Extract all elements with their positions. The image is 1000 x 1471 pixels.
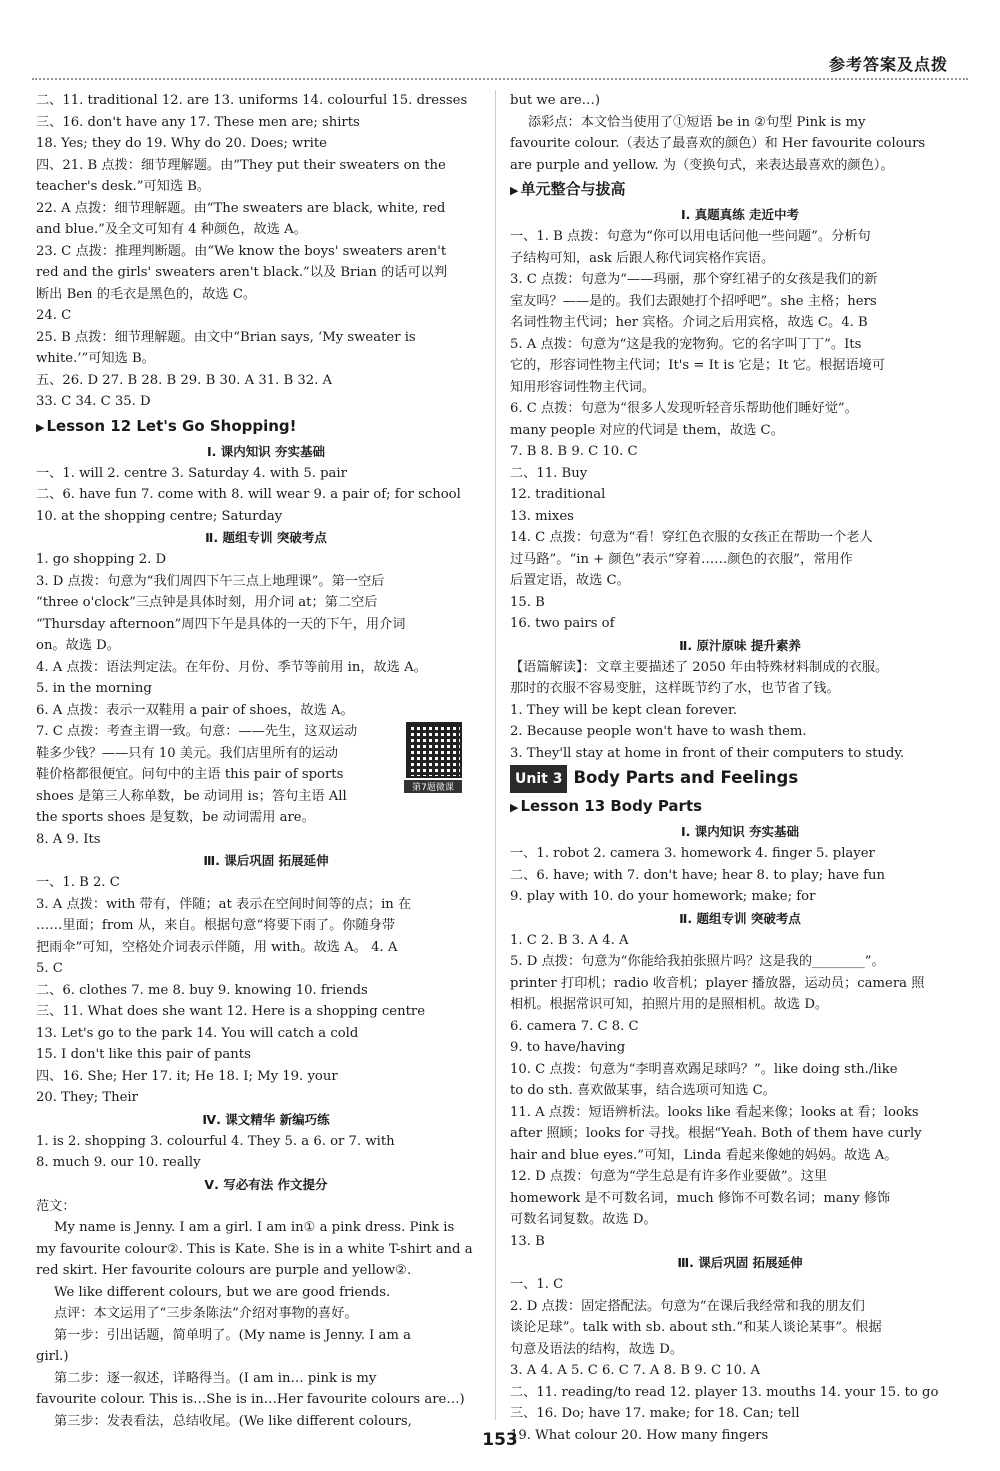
section-heading-text: Ⅰ. 真题真练 走近中考 <box>680 207 800 222</box>
section-heading-text: Ⅱ. 题组专训 突破考点 <box>679 910 801 926</box>
left-answer-line: teacher's desk.”可知选 B。 <box>36 179 211 194</box>
left-answer-line: 15. I don't like this pair of pants <box>36 1047 251 1062</box>
right-answer-line: 13. B <box>510 1233 545 1249</box>
section-heading <box>510 821 970 843</box>
right-answer-line: 一、1. B 点拨：句意为“你可以用电话问他一些问题”。分析句 <box>510 229 871 244</box>
right-answer-line: 13. mixes <box>510 508 574 524</box>
left-answer-line: 3. A 点拨：with 带有，伴随；at 表示在空间时间等的点；in 在 <box>36 896 412 912</box>
left-answer-line: 24. C <box>36 308 72 323</box>
right-answer-line: but we are…) <box>510 93 601 108</box>
section-heading-text: Ⅴ. 写必有法 作文提分 <box>204 1176 328 1192</box>
right-answer-line: 二、6. have; with 7. don't have; hear 8. to play; have fun <box>510 867 886 883</box>
right-answer-line: 12. D 点拨：句意为“学生总是有许多作业要做”。这里 <box>510 1169 828 1184</box>
left-answer-line: red and the girls' sweaters aren't black.”以及 Brian 的话可以判 <box>36 265 448 280</box>
right-answer-line: 3. A 4. A 5. C 6. C 7. A 8. B 9. C 10. A <box>510 1363 760 1378</box>
left-answer-line: 第三步：发表看法，总结收尾。(We like different colours, <box>54 1413 412 1429</box>
left-answer-line: “Thursday afternoon”周四下午是具体的一天的下午，用介词 <box>36 616 406 632</box>
lesson-heading-text: Lesson 13 Body Parts <box>520 797 703 815</box>
section-heading-text: Ⅲ. 课后巩固 拓展延伸 <box>677 1255 803 1270</box>
unit-heading-text: Body Parts and Feelings <box>573 768 799 787</box>
left-answer-line: 7. C 点拨：考查主谓一致。句意：——先生，这双运动 <box>36 724 358 739</box>
left-answer-line: My name is Jenny. I am a girl. I am in① a pink dress. Pink is <box>54 1220 455 1235</box>
left-answer-line: “three o'clock”三点钟是具体时刻，用介词 at；第二空后 <box>36 595 378 610</box>
right-answer-line: 3. They'll stay at home in front of their computers to study. <box>510 745 905 761</box>
right-answer-line: 7. B 8. B 9. C 10. C <box>510 444 638 459</box>
right-answer-line: 9. play with 10. do your homework; make; for <box>510 889 816 904</box>
right-answer-line: 【语篇解读】：文章主要描述了 2050 年由特殊材料制成的衣服。 <box>510 659 889 675</box>
qr-code-image[interactable] <box>406 722 462 778</box>
right-column <box>510 90 970 1446</box>
unit-badge: Unit 3 <box>510 765 567 793</box>
left-answer-line: 一、1. B 2. C <box>36 875 120 890</box>
right-answer-line: after 照顾；looks for 寻找。根据“Yeah. Both of them have curly <box>510 1126 922 1141</box>
left-answer-line: 二、11. traditional 12. are 13. uniforms 14. colourful 15. dresses <box>36 93 468 108</box>
right-answer-line: 二、11. Buy <box>510 465 588 481</box>
left-answer-line: 8. A 9. Its <box>36 831 101 847</box>
section-heading <box>510 635 970 657</box>
left-answer-line: 一、1. will 2. centre 3. Saturday 4. with 5. pair <box>36 465 347 481</box>
left-answer-line: 五、26. D 27. B 28. B 29. B 30. A 31. B 32. A <box>36 372 333 388</box>
right-answer-line: 相机。根据常识可知，拍照片用的是照相机。故选 D。 <box>510 997 829 1012</box>
left-answer-line: 断出 Ben 的毛衣是黑色的，故选 C。 <box>36 286 257 302</box>
left-answer-line: ……里面；from 从，来自。根据句意“将要下雨了。你随身带 <box>36 918 396 933</box>
right-answer-line: many people 对应的代词是 them，故选 C。 <box>510 422 784 438</box>
right-answer-line: 3. C 点拨：句意为“——玛丽，那个穿红裙子的女孩是我们的新 <box>510 272 878 287</box>
right-answer-line: 2. Because people won't have to wash them. <box>510 724 807 739</box>
right-answer-line: homework 是不可数名词，much 修饰不可数名词；many 修饰 <box>510 1190 891 1206</box>
left-answer-line: red skirt. Her favourite colours are purple and yellow②. <box>36 1263 412 1278</box>
right-answer-line: to do sth. 喜欢做某事，结合选项可知选 C。 <box>510 1083 776 1098</box>
left-answer-line: 范文： <box>36 1198 76 1214</box>
section-heading-text: Ⅱ. 原汁原味 提升素养 <box>679 637 801 653</box>
right-answer-line: 它的，形容词性物主代词；It's = It is 它是；It 它。根据语境可 <box>510 358 886 373</box>
section-heading <box>510 204 970 226</box>
right-answer-line: 2. D 点拨：固定搭配法。句意为“在课后我经常和我的朋友们 <box>510 1298 865 1314</box>
section-heading-text: Ⅲ. 课后巩固 拓展延伸 <box>203 853 329 868</box>
left-answer-line: my favourite colour②. This is Kate. She is in a white T-shirt and a <box>36 1241 473 1257</box>
left-answer-line: 13. Let's go to the park 14. You will catch a cold <box>36 1025 359 1041</box>
right-answer-line: 5. D 点拨：句意为“你能给我拍张照片吗？这是我的________”。 <box>510 954 885 969</box>
section-heading <box>36 1174 496 1196</box>
left-answer-line: the sports shoes 是复数，be 动词需用 are。 <box>36 810 315 825</box>
lesson-heading-text: 单元整合与拔高 <box>520 180 626 198</box>
left-answer-line: 5. in the morning <box>36 681 152 696</box>
right-answer-line: 谈论足球”。talk with sb. about sth.“和某人谈论某事”。根据 <box>510 1320 882 1335</box>
left-answer-line: on。故选 D。 <box>36 638 120 653</box>
left-answer-line: white.’”可知选 B。 <box>36 351 155 366</box>
right-answer-line: 室友吗？——是的。我们去跟她打个招呼吧”。she 主格；hers <box>510 293 877 309</box>
left-answer-line: 1. is 2. shopping 3. colourful 4. They 5. a 6. or 7. with <box>36 1133 395 1149</box>
qr-caption: 第7题微课 <box>404 780 462 793</box>
header-divider <box>32 78 968 80</box>
left-answer-line: favourite colour. This is…She is in…Her favourite colours are…) <box>36 1392 465 1407</box>
right-answer-line: 10. C 点拨：句意为“李明喜欢踢足球吗？”。like doing sth./like <box>510 1061 898 1077</box>
right-answer-line: 14. C 点拨：句意为“看！穿红色衣服的女孩正在帮助一个老人 <box>510 530 873 545</box>
right-answer-line: 名词性物主代词；her 宾格。介词之后用宾格，故选 C。4. B <box>510 315 868 330</box>
triangle-bullet-icon: ▶ <box>36 420 45 434</box>
right-answer-line: 1. C 2. B 3. A 4. A <box>510 932 629 948</box>
left-answer-line: 18. Yes; they do 19. Why do 20. Does; write <box>36 136 327 151</box>
right-answer-line: 那时的衣服不容易变脏，这样既节约了水，也节省了钱。 <box>510 681 840 696</box>
section-heading <box>36 527 496 549</box>
right-answer-line: 句意及语法的结构，故选 D。 <box>510 1341 684 1357</box>
section-heading-text: Ⅱ. 题组专训 突破考点 <box>205 530 327 545</box>
left-answer-line: 4. A 点拨：语法判定法。在年份、月份、季节等前用 in，故选 A。 <box>36 659 427 675</box>
left-answer-line: 三、11. What does she want 12. Here is a shopping centre <box>36 1004 425 1019</box>
right-answer-line: favourite colour.（表达了最喜欢的颜色）和 Her favourite colours <box>510 136 926 151</box>
right-answer-line: 可数名词复数。故选 D。 <box>510 1212 657 1227</box>
lesson-heading <box>510 176 970 204</box>
section-heading <box>510 1252 970 1274</box>
right-answer-line: are purple and yellow. 为（变换句式，来表达最喜欢的颜色）。 <box>510 157 894 173</box>
section-heading-text: Ⅳ. 课文精华 新编巧练 <box>202 1111 330 1127</box>
section-heading <box>510 908 970 930</box>
section-heading-text: Ⅰ. 课内知识 夯实基础 <box>206 443 326 459</box>
right-answer-line: 11. A 点拨：短语辨析法。looks like 看起来像；looks at 看；looks <box>510 1104 919 1120</box>
left-answer-line: 鞋多少钱？——只有 10 美元。我们店里所有的运动 <box>36 745 339 761</box>
page-number: 153 <box>482 1430 518 1450</box>
section-heading <box>36 850 496 872</box>
lesson-heading <box>510 793 970 821</box>
left-answer-line: shoes 是第三人称单数，be 动词用 is；答句主语 All <box>36 788 347 804</box>
triangle-bullet-icon: ▶ <box>510 184 519 197</box>
left-answer-line: 20. They; Their <box>36 1090 138 1105</box>
section-heading <box>36 441 496 463</box>
triangle-bullet-icon: ▶ <box>510 801 519 814</box>
section-heading-text: Ⅰ. 课内知识 夯实基础 <box>680 824 800 839</box>
right-answer-line: 16. two pairs of <box>510 616 615 631</box>
left-answer-line: 1. go shopping 2. D <box>36 552 167 567</box>
right-answer-line: 一、1. C <box>510 1277 564 1292</box>
left-answer-line: 6. A 点拨：表示一双鞋用 a pair of shoes，故选 A。 <box>36 702 354 718</box>
right-answer-line: 二、11. reading/to read 12. player 13. mouths 14. your 15. to go <box>510 1384 939 1400</box>
left-answer-line: 鞋价格都很便宜。问句中的主语 this pair of sports <box>36 767 344 782</box>
left-answer-line: 四、21. B 点拨：细节理解题。由“They put their sweaters on the <box>36 157 446 173</box>
right-answer-line: 6. camera 7. C 8. C <box>510 1018 639 1034</box>
left-answer-line: 5. C <box>36 961 63 976</box>
section-heading <box>36 1109 496 1131</box>
right-answer-line: hair and blue eyes.”可知，Linda 看起来像她的妈妈。故选 A。 <box>510 1147 898 1163</box>
left-answer-line: 二、6. have fun 7. come with 8. will wear 9. a pair of; for school <box>36 487 461 502</box>
left-answer-line: 10. at the shopping centre; Saturday <box>36 508 283 524</box>
left-answer-line: 第一步：引出话题，简单明了。(My name is Jenny. I am a <box>54 1327 411 1343</box>
right-answer-line: 三、16. Do; have 17. make; for 18. Can; tell <box>510 1406 800 1421</box>
left-answer-line: girl.) <box>36 1349 69 1364</box>
right-answer-line: 知用形容词性物主代词。 <box>510 379 656 395</box>
right-answer-line: 19. What colour 20. How many fingers <box>510 1427 769 1443</box>
right-answer-line: 1. They will be kept clean forever. <box>510 702 737 718</box>
left-answer-line: 25. B 点拨：细节理解题。由文中“Brian says, ‘My sweater is <box>36 329 416 345</box>
right-answer-line: 15. B <box>510 594 545 610</box>
left-answer-line: 33. C 34. C 35. D <box>36 394 151 409</box>
left-answer-line: 22. A 点拨：细节理解题。由“The sweaters are black, white, red <box>36 200 446 216</box>
right-answer-line: printer 打印机；radio 收音机；player 播放器，运动员；camera 照 <box>510 975 925 991</box>
right-answer-line: 过马路”。“in + 颜色”表示“穿着……颜色的衣服”，常用作 <box>510 551 853 567</box>
unit-heading <box>510 764 970 793</box>
right-answer-line: 12. traditional <box>510 487 606 502</box>
right-answer-line: 后置定语，故选 C。 <box>510 573 630 588</box>
lesson-heading <box>36 413 496 441</box>
left-answer-line: 三、16. don't have any 17. These men are; shirts <box>36 114 360 130</box>
left-answer-line: 23. C 点拨：推理判断题。由“We know the boys' sweaters aren't <box>36 243 447 259</box>
left-answer-line: 第二步：逐一叙述，详略得当。(I am in… pink is my <box>54 1370 377 1386</box>
left-answer-line: 二、6. clothes 7. me 8. buy 9. knowing 10. friends <box>36 982 368 998</box>
left-answer-line: 8. much 9. our 10. really <box>36 1155 201 1170</box>
right-answer-line: 添彩点：本文恰当使用了①短语 be in ②句型 Pink is my <box>528 114 866 130</box>
page-header-title: 参考答案及点拨 <box>828 55 948 74</box>
right-answer-line: 子结构可知，ask 后跟人称代词宾格作宾语。 <box>510 250 775 266</box>
left-answer-line: 点评：本文运用了“三步条陈法”介绍对事物的喜好。 <box>54 1306 358 1321</box>
left-answer-line: 四、16. She; Her 17. it; He 18. I; My 19. your <box>36 1068 338 1084</box>
right-answer-line: 一、1. robot 2. camera 3. homework 4. finger 5. player <box>510 846 875 861</box>
left-answer-line: 3. D 点拨：句意为“我们周四下午三点上地理课”。第一空后 <box>36 573 385 589</box>
right-answer-line: 5. A 点拨：句意为“这是我的宠物狗。它的名字叫丁丁”。Its <box>510 336 862 352</box>
right-answer-line: 9. to have/having <box>510 1040 626 1055</box>
left-answer-line: 把雨伞”可知，空格处介词表示伴随，用 with。故选 A。 4. A <box>36 939 398 955</box>
lesson-heading-text: Lesson 12 Let's Go Shopping! <box>46 416 297 435</box>
left-answer-line: and blue.”及全文可知有 4 种颜色，故选 A。 <box>36 222 307 237</box>
right-answer-line: 6. C 点拨：句意为“很多人发现听轻音乐帮助他们睡好觉”。 <box>510 401 858 416</box>
left-answer-line: We like different colours, but we are good friends. <box>54 1284 391 1300</box>
